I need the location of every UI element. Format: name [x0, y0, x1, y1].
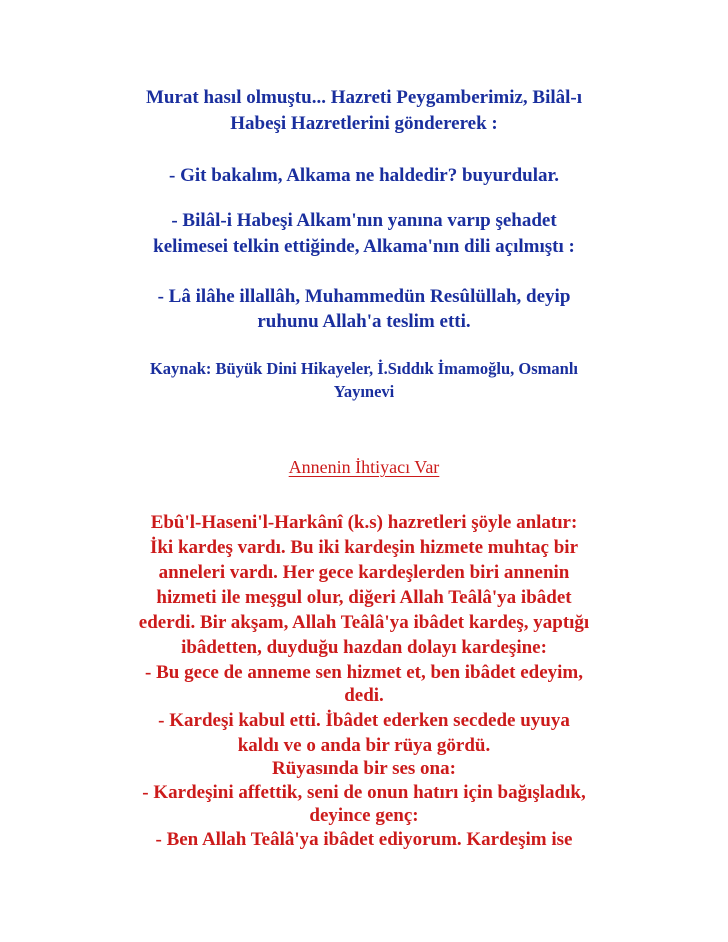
intro-line: Habeşi Hazretlerini göndererek : [230, 113, 498, 134]
source-line: Yayınevi [333, 382, 395, 401]
intro-line: ruhunu Allah'a teslim etti. [257, 311, 471, 332]
story-line: ibâdetten, duyduğu hazdan dolayı kardeşine: [181, 637, 547, 658]
intro-line: - Lâ ilâhe illallâh, Muhammedün Resûlüllah, deyip [157, 286, 571, 307]
story-line: hizmeti ile meşgul olur, diğeri Allah Teâlâ'ya ibâdet [156, 587, 572, 608]
story-line: İki kardeş vardı. Bu iki kardeşin hizmete muhtaç bir [149, 537, 579, 558]
story-line: Rüyasında bir ses ona: [272, 758, 456, 779]
story-line: deyince genç: [309, 805, 419, 826]
story-line: ederdi. Bir akşam, Allah Teâlâ'ya ibâdet kardeş, yaptığı [138, 612, 590, 633]
intro-line: kelimesei telkin ettiğinde, Alkama'nın dili açılmıştı : [153, 236, 575, 257]
story-line: - Kardeşi kabul etti. İbâdet ederken secdede uyuya [158, 710, 570, 731]
intro-line: Murat hasıl olmuştu... Hazreti Peygamberimiz, Bilâl-ı [145, 87, 583, 108]
story-title-text: Annenin İhtiyacı Var [288, 457, 440, 477]
story-line: kaldı ve o anda bir rüya gördü. [237, 735, 491, 756]
story-line: dedi. [344, 685, 384, 706]
intro-line: - Git bakalım, Alkama ne haldedir? buyurdular. [169, 165, 559, 186]
intro-line: - Bilâl-i Habeşi Alkam'nın yanına varıp şehadet [171, 210, 557, 231]
story-line: - Ben Allah Teâlâ'ya ibâdet ediyorum. Kardeşim ise [155, 829, 573, 850]
story-line: anneleri vardı. Her gece kardeşlerden biri annenin [158, 562, 570, 583]
story-line: Ebû'l-Haseni'l-Harkânî (k.s) hazretleri şöyle anlatır: [150, 512, 578, 533]
story-title [0, 458, 728, 476]
source-line: Kaynak: Büyük Dini Hikayeler, İ.Sıddık İmamoğlu, Osmanlı [149, 359, 579, 378]
story-line: - Kardeşini affettik, seni de onun hatırı için bağışladık, [142, 782, 586, 803]
story-line: - Bu gece de anneme sen hizmet et, ben ibâdet edeyim, [145, 662, 583, 683]
